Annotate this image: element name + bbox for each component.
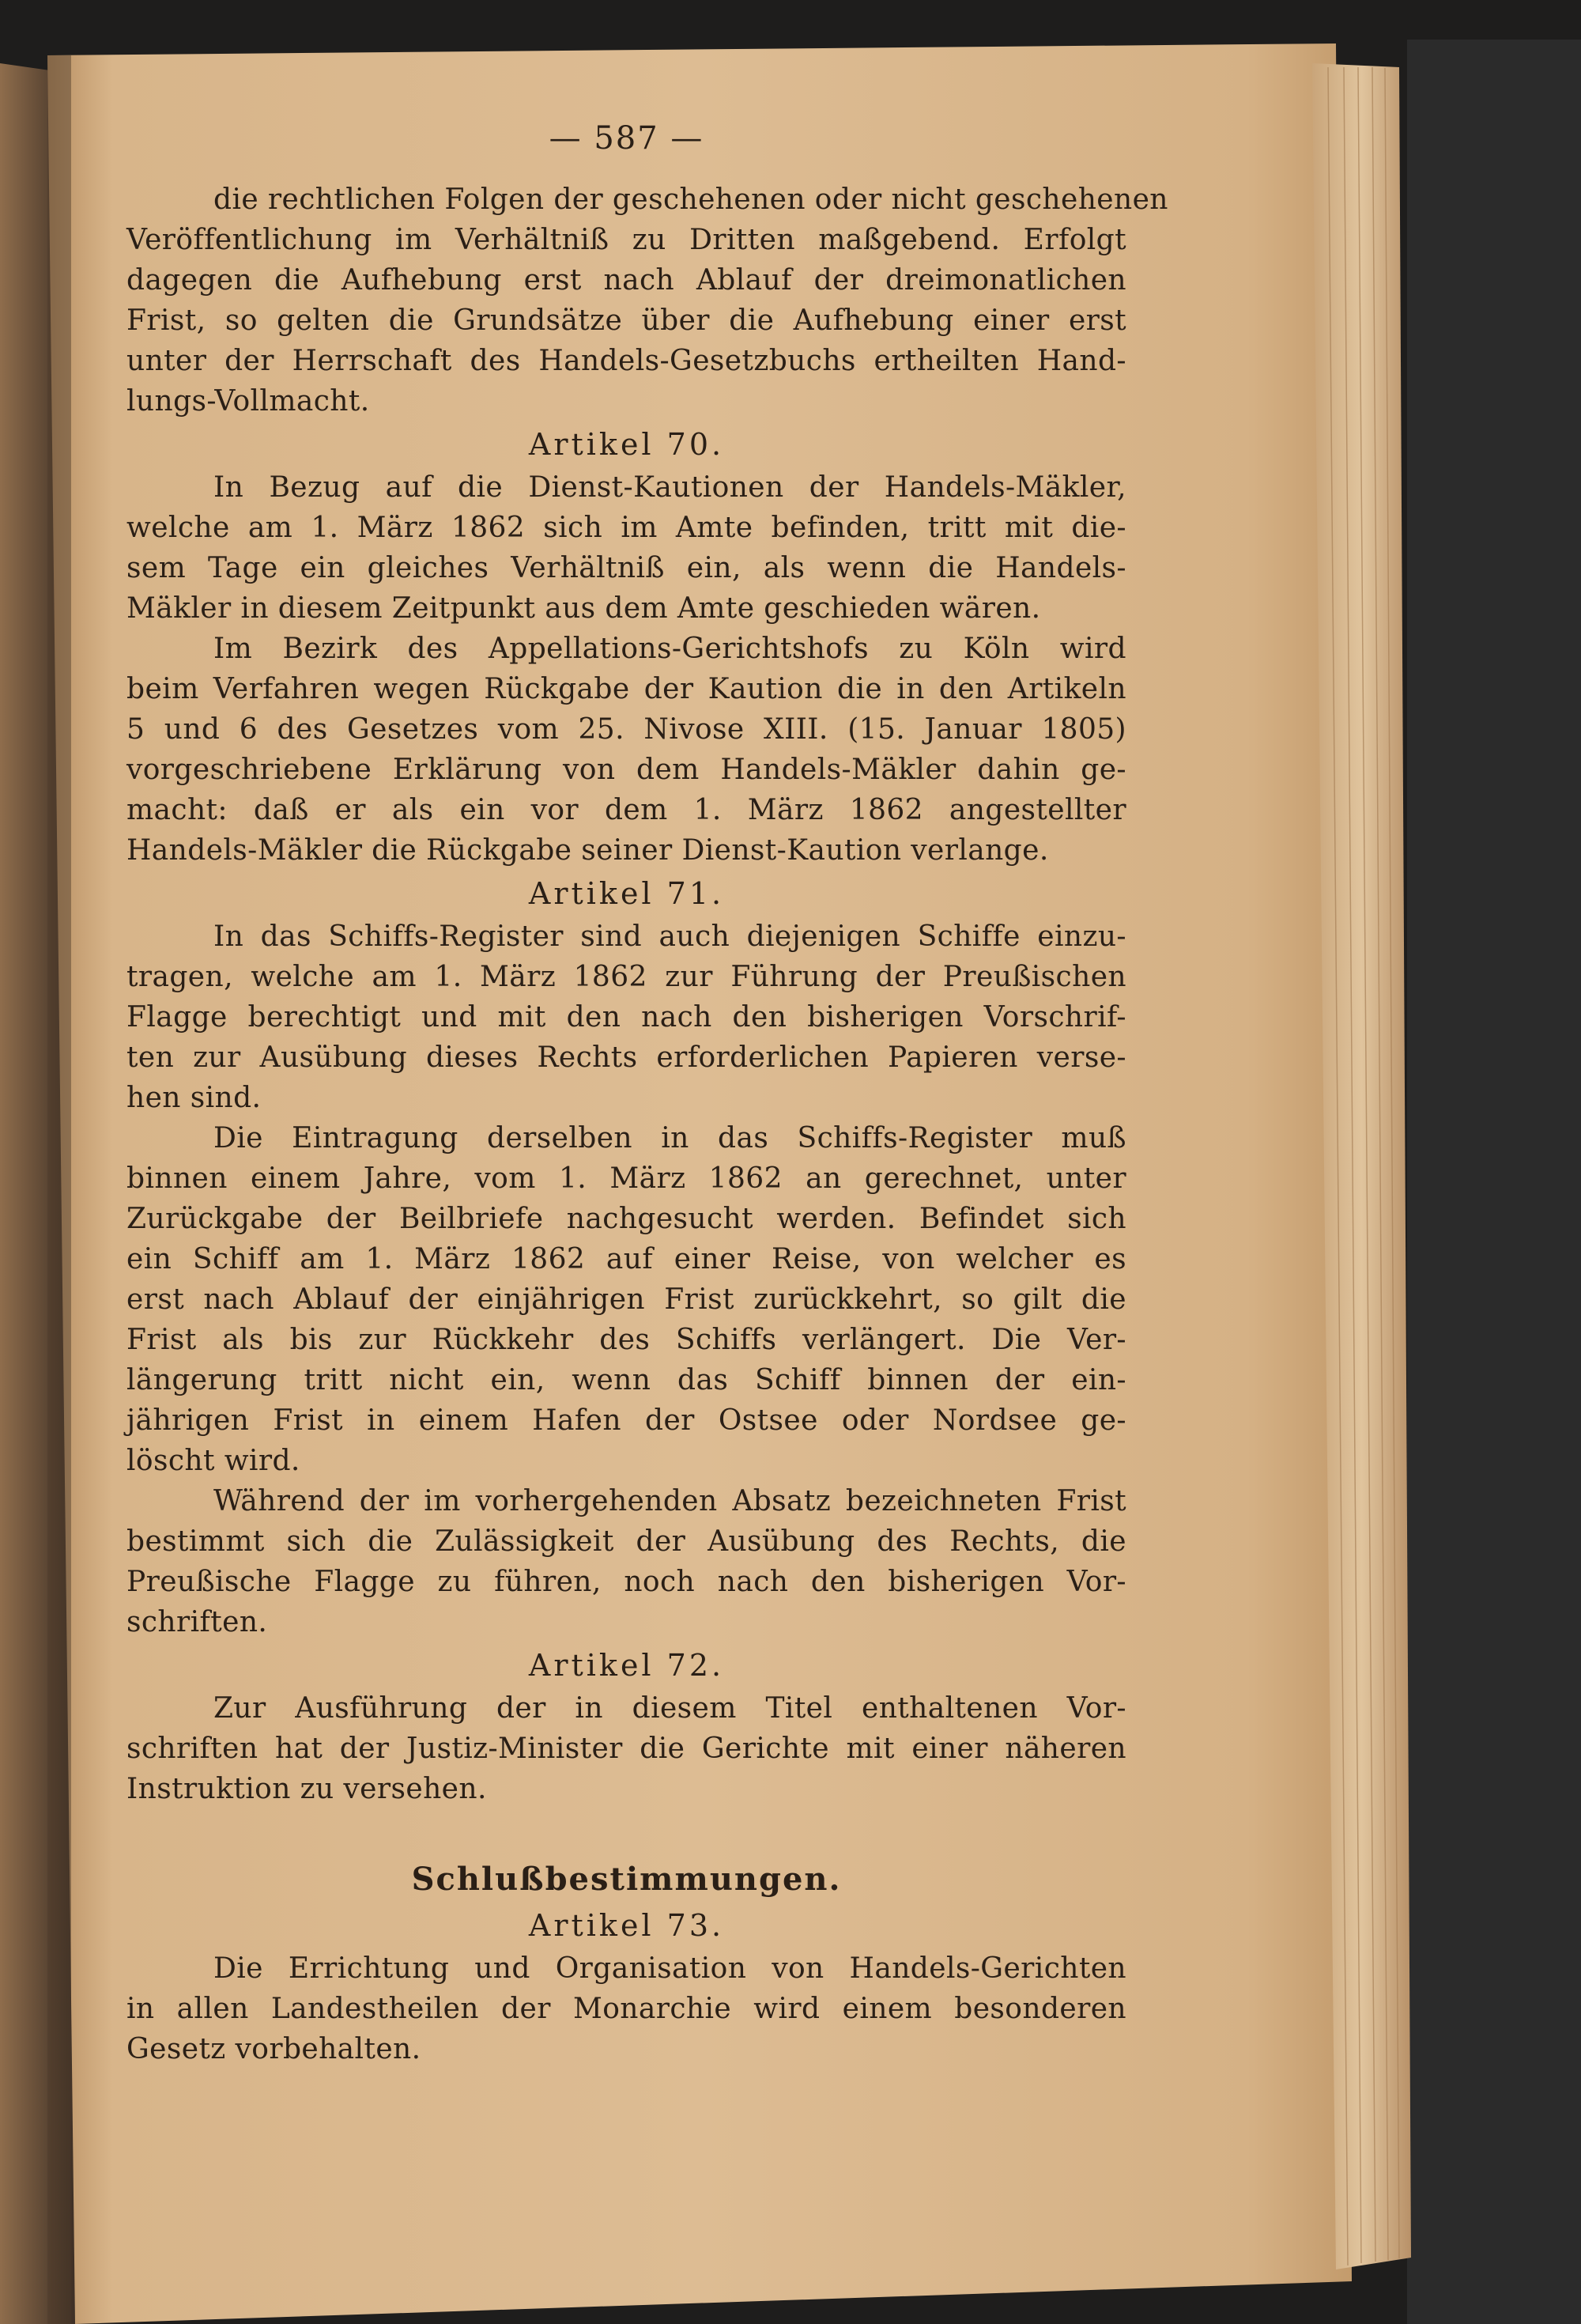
text-line: welche am 1. März 1862 sich im Amte befinden, tritt mit die- bbox=[126, 512, 1126, 544]
text-line: dagegen die Aufhebung erst nach Ablauf der dreimonatlichen bbox=[126, 264, 1126, 297]
text-line: Mäkler in diesem Zeitpunkt aus dem Amte geschieden wären. bbox=[126, 592, 1041, 625]
paragraph bbox=[126, 1948, 1126, 2069]
page-text bbox=[126, 119, 1168, 2069]
paragraph bbox=[126, 629, 1126, 871]
article-heading: Artikel 73. bbox=[528, 1908, 725, 1943]
text-line: Instruktion zu versehen. bbox=[126, 1773, 487, 1805]
text-line: In Bezug auf die Dienst-Kautionen der Handels-Mäkler, bbox=[213, 471, 1126, 504]
text-line: Die Eintragung derselben in das Schiffs-Register muß bbox=[213, 1122, 1126, 1154]
text-line: Preußische Flagge zu führen, noch nach den bisherigen Vor- bbox=[126, 1566, 1126, 1598]
text-line: macht: daß er als ein vor dem 1. März 1862 angestellter bbox=[126, 794, 1126, 826]
paragraph bbox=[126, 916, 1126, 1118]
text-line: Veröffentlichung im Verhältniß zu Dritten maßgebend. Erfolgt bbox=[126, 224, 1126, 256]
article-heading: Artikel 72. bbox=[528, 1648, 725, 1683]
text-line: vorgeschriebene Erklärung von dem Handels-Mäkler dahin ge- bbox=[126, 754, 1126, 786]
text-line: hen sind. bbox=[126, 1082, 262, 1114]
text-line: Frist als bis zur Rückkehr des Schiffs verlängert. Die Ver- bbox=[126, 1324, 1126, 1356]
section-heading: Schlußbestimmungen. bbox=[411, 1861, 842, 1898]
text-line: ten zur Ausübung dieses Rechts erforderlichen Papieren verse- bbox=[126, 1041, 1126, 1074]
paragraph bbox=[126, 179, 1168, 421]
text-line: Gesetz vorbehalten. bbox=[126, 2033, 421, 2065]
article-heading: Artikel 71. bbox=[528, 876, 725, 911]
text-line: löscht wird. bbox=[126, 1445, 300, 1477]
text-line: schriften hat der Justiz-Minister die Gerichte mit einer näheren bbox=[126, 1733, 1126, 1765]
text-line: Zurückgabe der Beilbriefe nachgesucht werden. Befindet sich bbox=[126, 1203, 1126, 1235]
text-line: Die Errichtung und Organisation von Handels-Gerichten bbox=[213, 1952, 1126, 1985]
text-line: Handels-Mäkler die Rückgabe seiner Dienst-Kaution verlange. bbox=[126, 834, 1049, 867]
article-heading: Artikel 70. bbox=[528, 427, 725, 462]
text-line: erst nach Ablauf der einjährigen Frist zurückkehrt, so gilt die bbox=[126, 1283, 1126, 1316]
text-line: lungs-Vollmacht. bbox=[126, 385, 370, 418]
text-line: beim Verfahren wegen Rückgabe der Kaution die in den Artikeln bbox=[126, 673, 1126, 705]
paragraph bbox=[126, 467, 1126, 629]
text-line: Zur Ausführung der in diesem Titel enthaltenen Vor- bbox=[213, 1692, 1126, 1725]
paragraph bbox=[126, 1688, 1126, 1809]
paragraph bbox=[126, 1481, 1126, 1642]
text-line: unter der Herrschaft des Handels-Gesetzbuchs ertheilten Hand- bbox=[126, 345, 1126, 377]
text-line: Während der im vorhergehenden Absatz bezeichneten Frist bbox=[213, 1485, 1126, 1517]
text-line: Im Bezirk des Appellations-Gerichtshofs zu Köln wird bbox=[213, 633, 1126, 665]
text-line: die rechtlichen Folgen der geschehenen oder nicht geschehenen bbox=[213, 183, 1168, 216]
page-number: — 587 — bbox=[549, 120, 704, 157]
text-line: jährigen Frist in einem Hafen der Ostsee oder Nordsee ge- bbox=[126, 1404, 1126, 1437]
text-line: In das Schiffs-Register sind auch diejenigen Schiffe einzu- bbox=[213, 920, 1126, 953]
text-line: schriften. bbox=[126, 1606, 268, 1638]
text-line: längerung tritt nicht ein, wenn das Schiff binnen der ein- bbox=[126, 1364, 1126, 1396]
text-line: tragen, welche am 1. März 1862 zur Führung der Preußischen bbox=[126, 961, 1126, 993]
page-content bbox=[126, 179, 1168, 2069]
text-line: binnen einem Jahre, vom 1. März 1862 an gerechnet, unter bbox=[126, 1162, 1126, 1195]
paragraph bbox=[126, 1118, 1126, 1481]
text-line: bestimmt sich die Zulässigkeit der Ausübung des Rechts, die bbox=[126, 1525, 1126, 1558]
text-line: ein Schiff am 1. März 1862 auf einer Reise, von welcher es bbox=[126, 1243, 1126, 1275]
text-line: Flagge berechtigt und mit den nach den bisherigen Vorschrif- bbox=[126, 1001, 1126, 1034]
text-line: in allen Landestheilen der Monarchie wird einem besonderen bbox=[126, 1993, 1126, 2025]
text-line: sem Tage ein gleiches Verhältniß ein, als wenn die Handels- bbox=[126, 552, 1126, 584]
text-line: Frist, so gelten die Grundsätze über die Aufhebung einer erst bbox=[126, 304, 1126, 337]
text-line: 5 und 6 des Gesetzes vom 25. Nivose XIII. (15. Januar 1805) bbox=[126, 713, 1126, 746]
